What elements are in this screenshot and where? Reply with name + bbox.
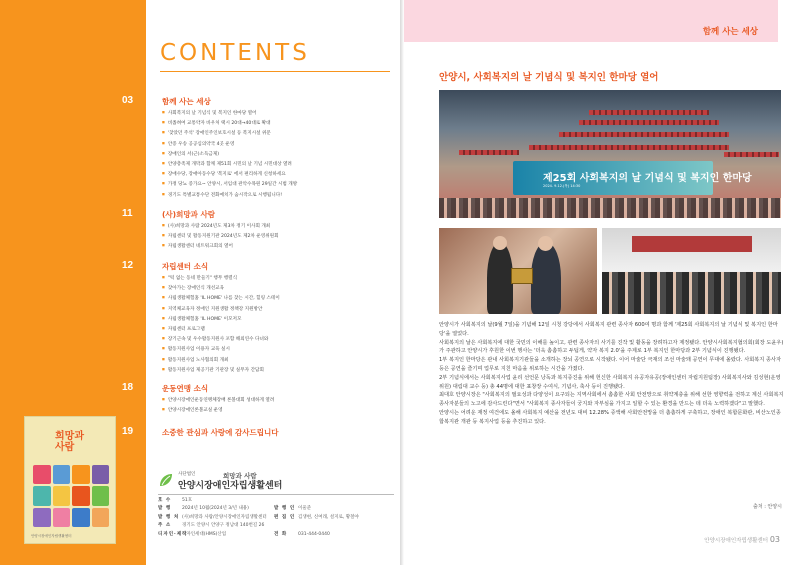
contents-rule <box>160 71 390 72</box>
toc-item[interactable]: ■ "턱 없는 동네 만들기" 행무 행렬식 <box>162 273 280 283</box>
pub-key: 발 행 <box>158 506 172 512</box>
pub-value: 031-444-0440 <box>298 531 330 537</box>
toc-section-title[interactable]: 소중한 관심과 사랑에 감사드립니다 <box>162 428 279 437</box>
toc-section-title[interactable]: 함께 사는 세상 <box>162 97 211 106</box>
toc-section-number: 12 <box>122 260 134 271</box>
toc-item[interactable]: ■ 활동지원사업 이용자 교육 실시 <box>162 344 280 354</box>
publication-row <box>158 531 394 539</box>
toc-item-list <box>162 221 279 252</box>
toc-item-list <box>162 108 297 200</box>
toc-section-number: 18 <box>122 382 134 393</box>
publication-row <box>158 497 394 505</box>
contents-title: CONTENTS <box>160 40 310 66</box>
publisher-logo <box>158 470 398 492</box>
article-paragraph: 최대호 안양시장은 "사회복지의 필요성과 다양성이 요구되는 지역사회에서 촘촘한 사회 안전망으로 취약계층을 위해 선한 영향력을 전하고 계신 사회복지 종사자분들의 노고에 감사드린다"면서 "사회복지 종사자들이 궁지와 자부심을 가지고 일할 수 있는 환경을 만드는 데 더욱 노력하겠다"고 말했다. <box>439 392 784 408</box>
pub-value: 51호 <box>182 498 193 503</box>
toc-item[interactable]: ■ '찾았던 주석' 장애인주인보호시설 등 복지시설 위문 <box>162 128 297 138</box>
logo-prefix: 사단법인 <box>178 472 196 477</box>
cover-illustration <box>33 465 109 527</box>
article-source: 출처 : 안양시 <box>752 504 782 510</box>
toc-item[interactable]: ■ 안증 우송 공공심의약국 4곳 운영 <box>162 139 297 149</box>
pub-value: 이울준 <box>298 506 312 512</box>
toc-section-title[interactable]: 운동연맹 소식 <box>162 384 209 393</box>
toc-item[interactable]: ■ 장기근속 및 우수활동지원사 포함 해외연수 다녀와 <box>162 334 280 344</box>
right-page <box>400 0 800 565</box>
toc-item[interactable]: ■ 안양총족제 개막과 함께 제51회 시민의 날 기념 시민대상 열려 <box>162 159 297 169</box>
pub-key: 발 행 인 <box>274 506 296 512</box>
pub-key: 편 집 인 <box>274 514 296 520</box>
toc-item[interactable]: ■ 활동지원사업 노사협의회 개최 <box>162 355 280 365</box>
section-tab <box>400 0 778 42</box>
pub-value: 경기도 안양시 안양구 정남대 140번길 26 <box>182 523 265 529</box>
leaf-logo-icon <box>158 472 174 488</box>
toc-item[interactable]: ■ 안양시장애인운동연맹체장배 론볼대회 성대하게 열려 <box>162 395 274 405</box>
toc-section-number: 19 <box>122 426 134 437</box>
toc-item[interactable]: ■ (사)희망과 사람 2024년도 제3차 정기 이사회 개최 <box>162 221 279 231</box>
article-title: 안양시, 사회복지의 날 기념식 및 복지인 한마당 열어 <box>439 72 659 83</box>
toc-item[interactable]: ■ 자립센터 및 활동지원기관 2024년도 제2차 운영위원회 <box>162 231 279 241</box>
publication-row <box>158 514 394 522</box>
footer-organization: 안양시장애인자립생활센터 <box>704 538 769 544</box>
toc-section-title[interactable]: 자립센터 소식 <box>162 262 209 271</box>
cover-footer: 안양시장애인자립생활센터 <box>31 534 72 538</box>
toc-item[interactable]: ■ 장애인의 서(근)소득금제) <box>162 149 297 159</box>
toc-item[interactable]: ■ 자립센터 프로그램 <box>162 324 280 334</box>
magazine-cover <box>24 416 116 544</box>
logo-organization: 안양시장애인자립생활센터 <box>178 481 283 491</box>
toc-section-number: 11 <box>122 208 133 219</box>
article-paragraph: 안양시가 사회복지의 날(9월 7일)을 기념해 12일 시청 강당에서 사회복지 관련 종사자 600여 명과 함께 '제25회 사회복지의 날 기념식 및 복지인 한마당'을 열었다. <box>439 322 778 337</box>
toc-item[interactable]: ■ 사립생활체험홈 'IL HOME' 이모저모 <box>162 314 280 324</box>
article-paragraph: 1부 복지인 한마당은 관내 사회복지기관들을 소개하는 장뇌 공연으로 시작됐다. 이어 마술단 극재의 조선 마술돼 공연이 무대에 올랐다. 사회복지 종사자 등은 공연을 즐기며 업무로 지친 마음을 위로하는 시간을 가졌다. <box>439 357 781 372</box>
toc-item[interactable]: ■ 안양시장애인론볼교실 운영 <box>162 405 274 415</box>
toc-section-number: 03 <box>122 95 134 106</box>
section-tab-label: 함께 사는 세상 <box>702 27 758 37</box>
pub-key: 주 소 <box>158 523 172 529</box>
article-paragraph: 2부 기념식에서는 사회복지사업 윤리 선언문 낭독과 복지증진을 위해 헌신한 사회복지 유공자유공(장애인센터 자립지원팀장) 사회복지사와 김성현(운영위원) 대림대 교수 등) 총 44명에 대한 표창장 수여식, 기념사, 축사 등이 진행됐다. <box>439 374 781 390</box>
pub-key: 디자인·제작 <box>158 531 188 537</box>
article-paragraph: 안양시는 어려운 재정 여건에도 올해 사회복지 예산을 전년도 대비 12.28% 증액해 사회안전망을 더 촘촘하게 구축하고, 장애인 복합문화관, 비산노인종합복지관 개관 등 복지사업 등을 추진하고 있다. <box>439 409 781 425</box>
page-footer <box>704 535 780 544</box>
publication-row <box>158 522 394 530</box>
pub-key: 발 행 처 <box>158 514 180 520</box>
toc-item[interactable]: ■ 사회복지의 날 기념식 및 복지인 한마당 열어 <box>162 108 297 118</box>
toc-item[interactable]: ■ 활동지원사업 제공기관 기관장 및 실무자 간담회 <box>162 365 280 375</box>
toc-item[interactable]: ■ 지역체교육자 정애인 지원생활 정책강 지원방안 <box>162 304 280 314</box>
page-number: 03 <box>769 535 780 544</box>
pub-key: 전 화 <box>274 531 288 537</box>
event-banner <box>513 161 752 195</box>
toc-item-list <box>162 273 280 375</box>
logo-name: 희망과 사람 <box>223 472 257 480</box>
article-body <box>439 321 784 427</box>
audience-crowd <box>439 198 781 218</box>
toc-item[interactable]: ■ 자립생활센터 네트워크회의 열어 <box>162 241 279 251</box>
toc-item[interactable]: ■ 장애수당, 장애아동수당 '복지로' 에서 편리하게 신청하세요 <box>162 169 297 179</box>
page-spine <box>400 0 404 565</box>
toc-section-title[interactable]: (사)희망과 사람 <box>162 210 215 219</box>
article-paragraph: 사회복지의 날은 사회복지에 대한 국민의 이해를 높이고, 관련 종사자의 사기를 진작 및 활동을 장려하고자 제정됐다. 안양시사회복지협의회(회장 도윤우)가 주관하고 안양시가 후원한 이번 행사는 '더욱 촘촘하고 두텁게, 약자 복지 2.0'을 주제로 1부 복지인 한마당과 2부 기념식이 진행됐다. <box>439 339 784 355</box>
toc-item[interactable]: ■ 비좁혀여 교통약자 바우처 택시 20대→40대로 확대 <box>162 118 297 128</box>
toc-item[interactable]: ■ 사립생활체험홈 'IL HOME' 나를 찾는 시간, 힐링 스테이 <box>162 293 280 303</box>
publication-divider <box>158 494 394 495</box>
pub-key: 호 수 <box>158 498 172 503</box>
cover-title: 희망과 사람 <box>55 431 84 453</box>
banner-date: 2024. 9.12.(목) 14:30 <box>543 184 581 188</box>
pub-key <box>274 522 298 530</box>
pub-value: (사)희망과 사람/안양시장애인자립생활센터 <box>182 514 267 520</box>
publication-row <box>158 505 394 513</box>
award-presentation-photo <box>439 228 597 314</box>
pub-value: 김생현, 신여래, 설지로, 황철야 <box>298 514 359 520</box>
pub-value: 디자인세대(HMS)산업 <box>182 531 227 537</box>
ceremony-hall-photo <box>439 90 781 218</box>
publication-info <box>158 497 394 539</box>
pub-key <box>274 497 298 505</box>
pub-value: 2024년 10월(2024년 3/년 내용) <box>182 506 249 512</box>
toc-item[interactable]: ■ 경기도 특별교통수단 전화예치가 숨시작으로 시행됩니다! <box>162 190 297 200</box>
toc-item-list <box>162 395 274 415</box>
toc-item[interactable]: ■ 찾아가는 장애인식 개선교육 <box>162 283 280 293</box>
group-photo <box>602 228 781 314</box>
banner-text: 제25회 사회복지의 날 기념식 및 복지인 한마당 <box>543 173 752 184</box>
toc-item[interactable]: ■ 가정 당뇨 증가요~ 안양시, 서임대 관악수목원 29일간 시범 개방 <box>162 179 297 189</box>
